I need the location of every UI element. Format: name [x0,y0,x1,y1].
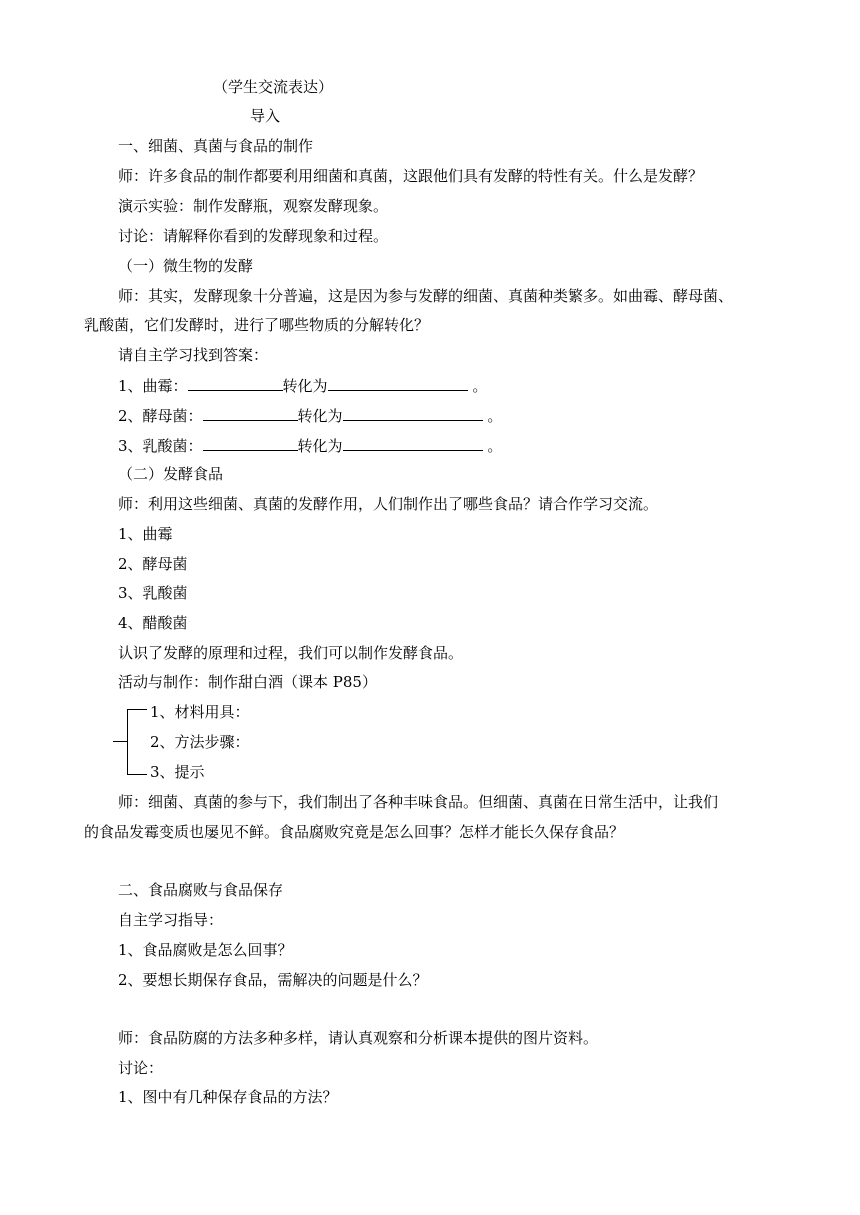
teacher-paragraph-4-line1: 师：细菌、真菌的参与下，我们制出了各种丰味食品。但细菌、真菌在日常生活中，让我们 [118,793,719,811]
answer-blank[interactable] [203,435,298,451]
answer-blank[interactable] [343,435,483,451]
fill-line-1: 1、曲霉： 转化为 。 [118,377,488,395]
question-item: 2、要想长期保存食品，需解决的问题是什么？ [118,971,428,989]
question-item: 1、食品腐败是怎么回事？ [118,941,293,959]
activity-item: 3、提示 [150,763,205,781]
teacher-paragraph-2-line2: 乳酸菌，它们发酵时，进行了哪些物质的分解转化？ [84,316,430,334]
food-list-item: 4、醋酸菌 [118,614,188,632]
food-list-item: 1、曲霉 [118,525,173,543]
fill-line-3: 3、乳酸菌： 转化为 。 [118,437,503,455]
food-list-item: 3、乳酸菌 [118,584,188,602]
section1-title: 一、细菌、真菌与食品的制作 [118,137,314,155]
activity-item: 1、材料用具： [150,703,250,721]
demo-experiment: 演示实验：制作发酵瓶，观察发酵现象。 [118,197,389,215]
teacher-paragraph-2-line1: 师：其实，发酵现象十分普遍，这是因为参与发酵的细菌、真菌种类繁多。如曲霉、酵母菌、 [118,287,734,305]
teacher-paragraph-5: 师：食品防腐的方法多种多样，请认真观察和分析课本提供的图片资料。 [118,1029,599,1047]
teacher-paragraph-4-line2: 的食品发霉变质也屡见不鲜。食品腐败究竟是怎么回事？怎样才能长久保存食品？ [84,823,625,841]
food-list-item: 2、酵母菌 [118,555,188,573]
intro-heading: 导入 [250,107,281,125]
teacher-paragraph-1: 师：许多食品的制作都要利用细菌和真菌，这跟他们具有发酵的特性有关。什么是发酵？ [118,167,704,185]
answer-blank[interactable] [343,405,483,421]
answer-blank[interactable] [328,375,468,391]
discussion-item: 1、图中有几种保存食品的方法？ [118,1088,338,1106]
subsection-2-title: （二）发酵食品 [118,465,224,483]
answer-blank[interactable] [188,375,283,391]
answer-blank[interactable] [203,405,298,421]
fermentation-summary: 认识了发酵的原理和过程，我们可以制作发酵食品。 [118,644,464,662]
self-study-prompt: 请自主学习找到答案： [118,346,269,364]
header-note: （学生交流表达） [213,78,334,96]
discussion-2: 讨论： [118,1059,164,1077]
section2-title: 二、食品腐败与食品保存 [118,881,284,899]
activity-item: 2、方法步骤： [150,733,250,751]
teacher-paragraph-3: 师：利用这些细菌、真菌的发酵作用，人们制作出了哪些食品？请合作学习交流。 [118,495,659,513]
fill-line-2: 2、酵母菌： 转化为 。 [118,407,503,425]
activity-title: 活动与制作：制作甜白酒（课本 P85） [118,673,377,691]
subsection-1-title: （一）微生物的发酵 [118,257,254,275]
discussion-1: 讨论：请解释你看到的发酵现象和过程。 [118,227,389,245]
self-study-guide: 自主学习指导： [118,911,224,929]
